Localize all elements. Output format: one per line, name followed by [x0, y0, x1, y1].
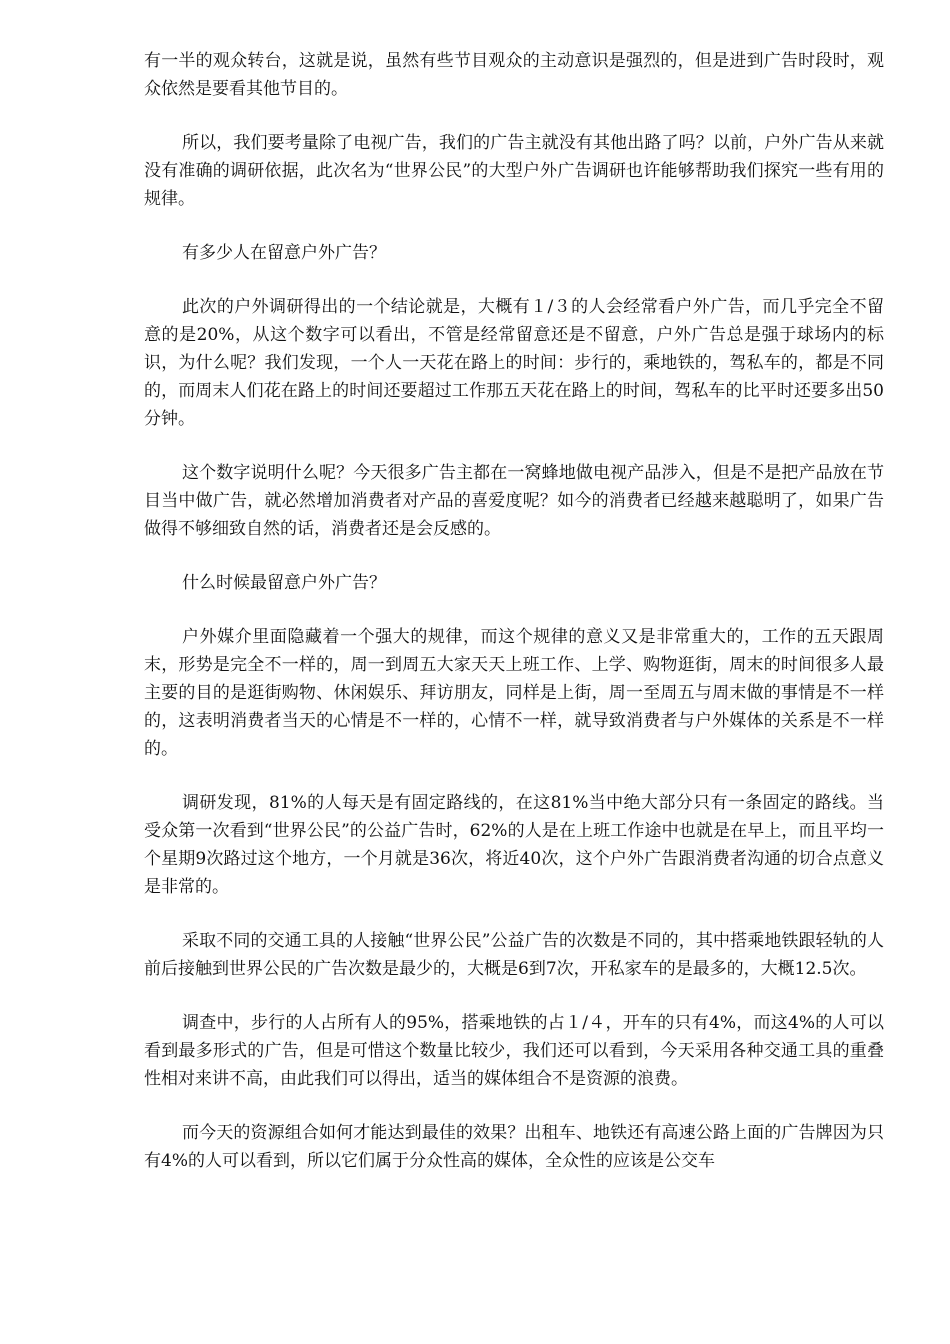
paragraph-8: 调查中，步行的人占所有人的95%，搭乘地铁的占１/４，开车的只有4%，而这4%的人可以看到最多形式的广告，但是可惜这个数量比较少，我们还可以看到，今天采用各种交通工具的重叠性相对来讲不高，由此我们可以得出，适当的媒体组合不是资源的浪费。: [144, 1013, 884, 1089]
section-heading-attention: 有多少人在留意户外广告？: [182, 243, 386, 263]
paragraph-9: 而今天的资源组合如何才能达到最佳的效果？出租车、地铁还有高速公路上面的广告牌因为只有4%的人可以看到，所以它们属于分众性高的媒体，全众性的应该是公交车: [144, 1123, 884, 1171]
paragraph-6: 调研发现，81%的人每天是有固定路线的，在这81%当中绝大部分只有一条固定的路线。当受众第一次看到“世界公民”的公益广告时，62%的人是在上班工作途中也就是在早上，而且平均一个星期9次路过这个地方，一个月就是36次，将近40次，这个户外广告跟消费者沟通的切合点意义是非常的。: [144, 793, 884, 897]
document-body: [144, 47, 884, 1201]
paragraph-5: 户外媒介里面隐藏着一个强大的规律，而这个规律的意义又是非常重大的，工作的五天跟周末，形势是完全不一样的，周一到周五大家天天上班工作、上学、购物逛街，周末的时间很多人最主要的目的是逛街购物、休闲娱乐、拜访朋友，同样是上街，周一至周五与周末做的事情是不一样的，这表明消费者当天的心情是不一样的，心情不一样，就导致消费者与户外媒体的关系是不一样的。: [144, 627, 884, 759]
paragraph-7: 采取不同的交通工具的人接触“世界公民”公益广告的次数是不同的，其中搭乘地铁跟轻轨的人前后接触到世界公民的广告次数是最少的，大概是6到7次，开私家车的是最多的，大概12.5次。: [144, 931, 884, 979]
paragraph-4: 这个数字说明什么呢？今天很多广告主都在一窝蜂地做电视产品涉入，但是不是把产品放在节目当中做广告，就必然增加消费者对产品的喜爱度呢？如今的消费者已经越来越聪明了，如果广告做得不够细致自然的话，消费者还是会反感的。: [144, 463, 884, 539]
paragraph-3: 此次的户外调研得出的一个结论就是，大概有１/３的人会经常看户外广告，而几乎完全不留意的是20%，从这个数字可以看出，不管是经常留意还是不留意，户外广告总是强于球场内的标识，为什么呢？我们发现，一个人一天花在路上的时间：步行的，乘地铁的，驾私车的，都是不同的，而周末人们花在路上的时间还要超过工作那五天花在路上的时间，驾私车的比平时还要多出50分钟。: [144, 297, 884, 429]
paragraph-1: 有一半的观众转台，这就是说，虽然有些节目观众的主动意识是强烈的，但是进到广告时段时，观众依然是要看其他节目的。: [144, 51, 884, 99]
section-heading-when: 什么时候最留意户外广告？: [182, 573, 386, 593]
paragraph-2: 所以，我们要考量除了电视广告，我们的广告主就没有其他出路了吗？以前，户外广告从来就没有准确的调研依据，此次名为“世界公民”的大型户外广告调研也许能够帮助我们探究一些有用的规律。: [144, 133, 884, 209]
